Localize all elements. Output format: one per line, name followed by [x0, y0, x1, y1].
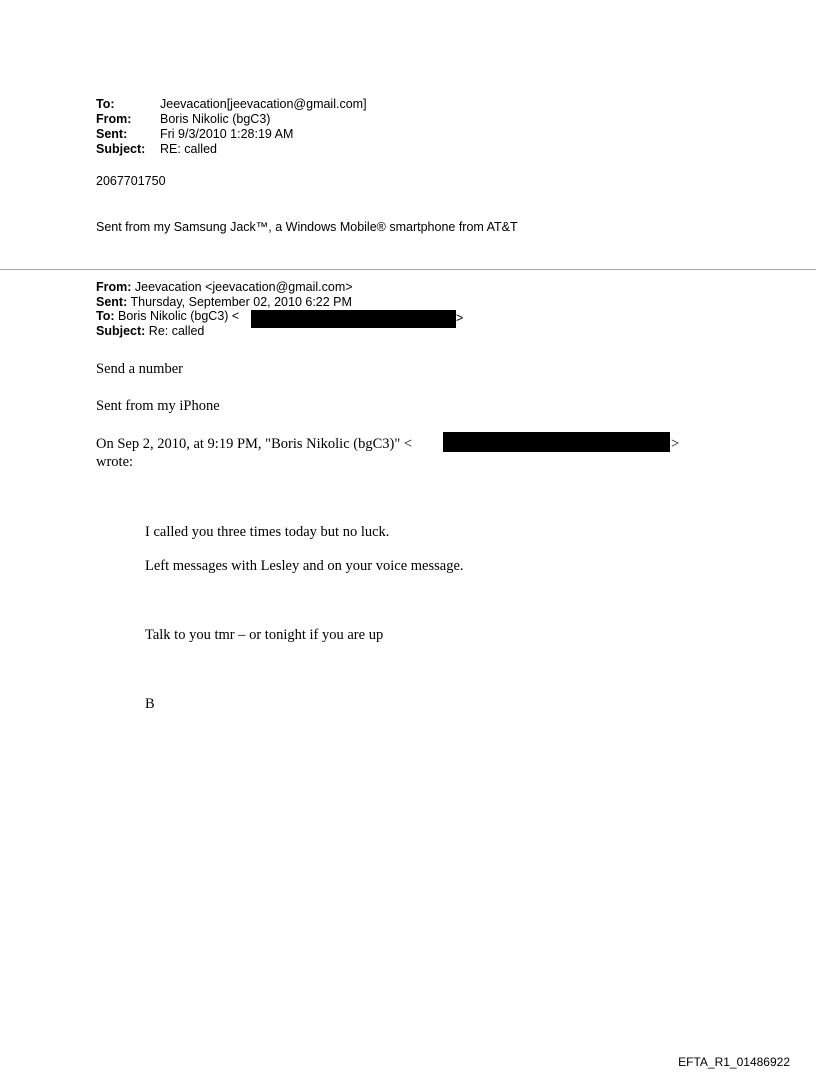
header-sent-row: [96, 127, 367, 142]
quoted-subject-label: Subject:: [96, 323, 146, 338]
from-label: From:: [96, 112, 132, 126]
redaction-box-attribution-email: [443, 432, 670, 452]
quoted-subject-value: Re: called: [145, 323, 205, 338]
reply-phone-number: 2067701750: [96, 174, 166, 188]
to-value: Jeevacation[jeevacation@gmail.com]: [160, 97, 367, 111]
quoted-to-label: To:: [96, 309, 115, 323]
attribution-line: On Sep 2, 2010, at 9:19 PM, "Boris Nikolic (bgC3)" <: [96, 436, 413, 452]
attribution-wrote: wrote:: [96, 454, 134, 470]
email-header: [96, 97, 367, 157]
message-divider: [0, 269, 816, 270]
quoted-sent-value: Thursday, September 02, 2010 6:22 PM: [127, 294, 352, 309]
redaction-box-to-email: [251, 310, 456, 328]
original-line-messages: Left messages with Lesley and on your voice message.: [145, 558, 464, 574]
reply-signature: Sent from my Samsung Jack™, a Windows Mobile® smartphone from AT&T: [96, 220, 518, 234]
quoted-from-value: Jeevacation <jeevacation@gmail.com>: [131, 280, 353, 294]
quoted-to-close: >: [456, 311, 464, 325]
quoted-sent-row: [96, 295, 353, 310]
quoted-from-label: From:: [96, 280, 132, 294]
header-to-row: [96, 97, 367, 112]
quoted-to-value: Boris Nikolic (bgC3) <: [114, 309, 240, 323]
sent-value: Fri 9/3/2010 1:28:19 AM: [160, 127, 294, 141]
quoted-header: [96, 280, 353, 338]
quoted-line-iphone-signature: Sent from my iPhone: [96, 398, 220, 414]
attribution-close: >: [671, 436, 680, 452]
original-line-signoff: B: [145, 696, 155, 712]
quoted-sent-label: Sent:: [96, 294, 128, 309]
quoted-from-row: [96, 280, 353, 295]
subject-value: RE: called: [160, 142, 217, 156]
header-from-row: [96, 112, 367, 127]
header-subject-row: [96, 142, 367, 157]
sent-label: Sent:: [96, 127, 128, 141]
original-line-called: I called you three times today but no luck.: [145, 524, 390, 540]
original-line-talk: Talk to you tmr – or tonight if you are up: [145, 627, 384, 643]
document-id: EFTA_R1_01486922: [678, 1055, 790, 1069]
quoted-line-send-number: Send a number: [96, 361, 183, 377]
subject-label: Subject:: [96, 142, 146, 156]
from-value: Boris Nikolic (bgC3): [160, 112, 271, 126]
to-label: To:: [96, 97, 115, 111]
